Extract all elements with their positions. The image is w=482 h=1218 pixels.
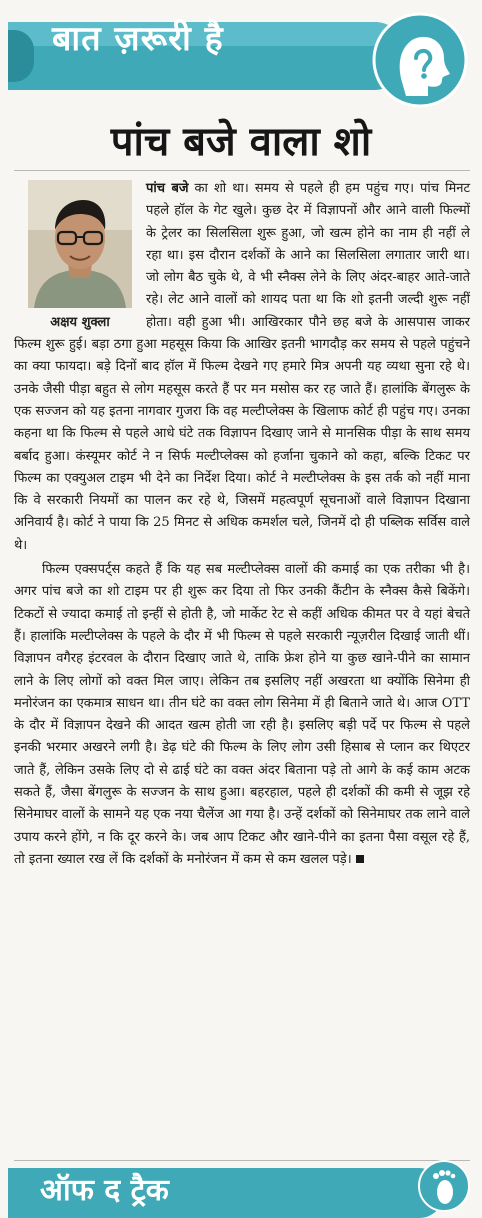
article-paragraph [14, 559, 470, 871]
end-mark [356, 855, 364, 863]
paragraph-text: फिल्म एक्सपर्ट्स कहते हैं कि यह सब मल्टीप्लेक्स वालों की कमाई का एक तरीका भी है। अगर पांच बजे का शो टाइम पर ही शुरू कर दिया तो फिर उनकी कैंटीन के स्नैक्स कैसे बिकेंगे। टिकटों से ज्यादा कमाई तो इन्हीं से होती है, जो मार्केट रेट से कहीं अधिक कीमत पर वे यहां बेचते हैं। हालांकि मल्टीप्लेक्स के पहले के दौर में भी फिल्म से पहले सरकारी न्यूज़रील दिखाई जाती थीं। विज्ञापन वगैरह इंटरवल के दौरान दिखाए जाते थे, ताकि फ्रेश होने या कुछ खाने-पीने का सामान लाने के लिए लोगों को वक्त मिल जाए। लेकिन तब इसलिए नहीं अखरता था क्योंकि सिनेमा ही मनोरंजन का एकमात्र साधन था। तीन घंटे का वक्त लोग सिनेमा में ही बिताने जाते थे। आज OTT के दौर में विज्ञापन देखने की आदत खत्म होती जा रही है। इसलिए बड़ी पर्दे पर फिल्म से पहले इनकी भरमार अखरने लगी है। डेढ़ घंटे की फिल्म के लिए लोग उसी हिसाब से प्लान कर थिएटर जाते हैं, लेकिन उसके लिए दो से ढाई घंटे का वक्त अंदर बिताना पड़े तो आगे के कई काम अटक सकते हैं, जैसा बेंगलुरू के सज्जन के साथ हुआ। बहरहाल, पहले ही दर्शकों की कमी से जूझ रहे सिनेमाघर वालों के सामने यह एक नया चैलेंज आ गया है। उन्हें दर्शकों को सिनेमाघर तक लाने वाले उपाय करने होंगे, न कि दूर करने के। जब आप टिकट और खाने-पीने का इतना पैसा वसूल रहे हैं, तो इतना ख्याल रख लें कि दर्शकों के मनोरंजन में कम से कम खलल पड़े। [14, 562, 470, 867]
headline-divider [14, 170, 470, 171]
footprint-icon [418, 1160, 470, 1212]
column-title: बात ज़रूरी है [52, 19, 224, 59]
lead-in: पांच बजे [146, 181, 189, 196]
article-headline: पांच बजे वाला शो [110, 118, 372, 165]
footer-divider [14, 1160, 470, 1161]
head-thinking-icon [372, 12, 468, 108]
photo-spacer [14, 178, 146, 328]
author-name: अक्षय शुक्ला [50, 315, 110, 330]
article-body [14, 178, 470, 871]
next-column-title: ऑफ द ट्रैक [40, 1173, 169, 1208]
paragraph-text: का शो था। समय से पहले ही हम पहुंच गए। पांच मिनट पहले हॉल के गेट खुले। कुछ देर में विज्ञापनों और आने वाली फिल्मों के ट्रेलर का सिलसिला शुरू हुआ, जो खत्म होने का नाम ही नहीं ले रहा था। इस दौरान दर्शकों के आने का सिलसिला लगातार जारी था। जो लोग बैठ चुके थे, वे भी स्नैक्स लेने के लिए अंदर-बाहर आते-जाते रहे। लेट आने वालों को शायद पता था कि शो इतनी जल्दी शुरू नहीं होता। वही हुआ भी। आखिरकार पौने छह बजे के आसपास जाकर फिल्म शुरू हुई। बड़ा ठगा हुआ महसूस किया कि आखिर इतनी भागदौड़ कर समय से पहले पहुंचने का क्या फायदा। बड़े दिनों बाद हॉल में फिल्म देखने गए हमारे मित्र अपनी यह व्यथा सुना रहे थे। उनके जैसी पीड़ा बहुत से लोग महसूस करते हैं पर मन मसोस कर रह जाते हैं। हालांकि बेंगलुरू के एक सज्जन को यह इतना नागवार गुजरा कि वह मल्टीप्लेक्स के खिलाफ कोर्ट ही पहुंच गए। उनका कहना था कि फिल्म से पहले आधे घंटे तक विज्ञापन दिखाए जाने से मानसिक पीड़ा के साथ समय बर्बाद हुआ। कंस्यूमर कोर्ट ने न सिर्फ मल्टीप्लेक्स को हर्जाना चुकाने को कहा, बल्कि टिकट पर फिल्म का एक्युअल टाइम भी देने का निर्देश दिया। कोर्ट ने मल्टीप्लेक्स के इस तर्क को नहीं माना कि वे सरकारी नियमों का पालन कर रहे थे, जिसमें महत्वपूर्ण सूचनाओं वाले विज्ञापन दिखाना अनिवार्य है। कोर्ट ने पाया कि 25 मिनट से अधिक कमर्शल चले, जिनमें दो ही पब्लिक सर्विस वाले थे। [14, 181, 470, 553]
